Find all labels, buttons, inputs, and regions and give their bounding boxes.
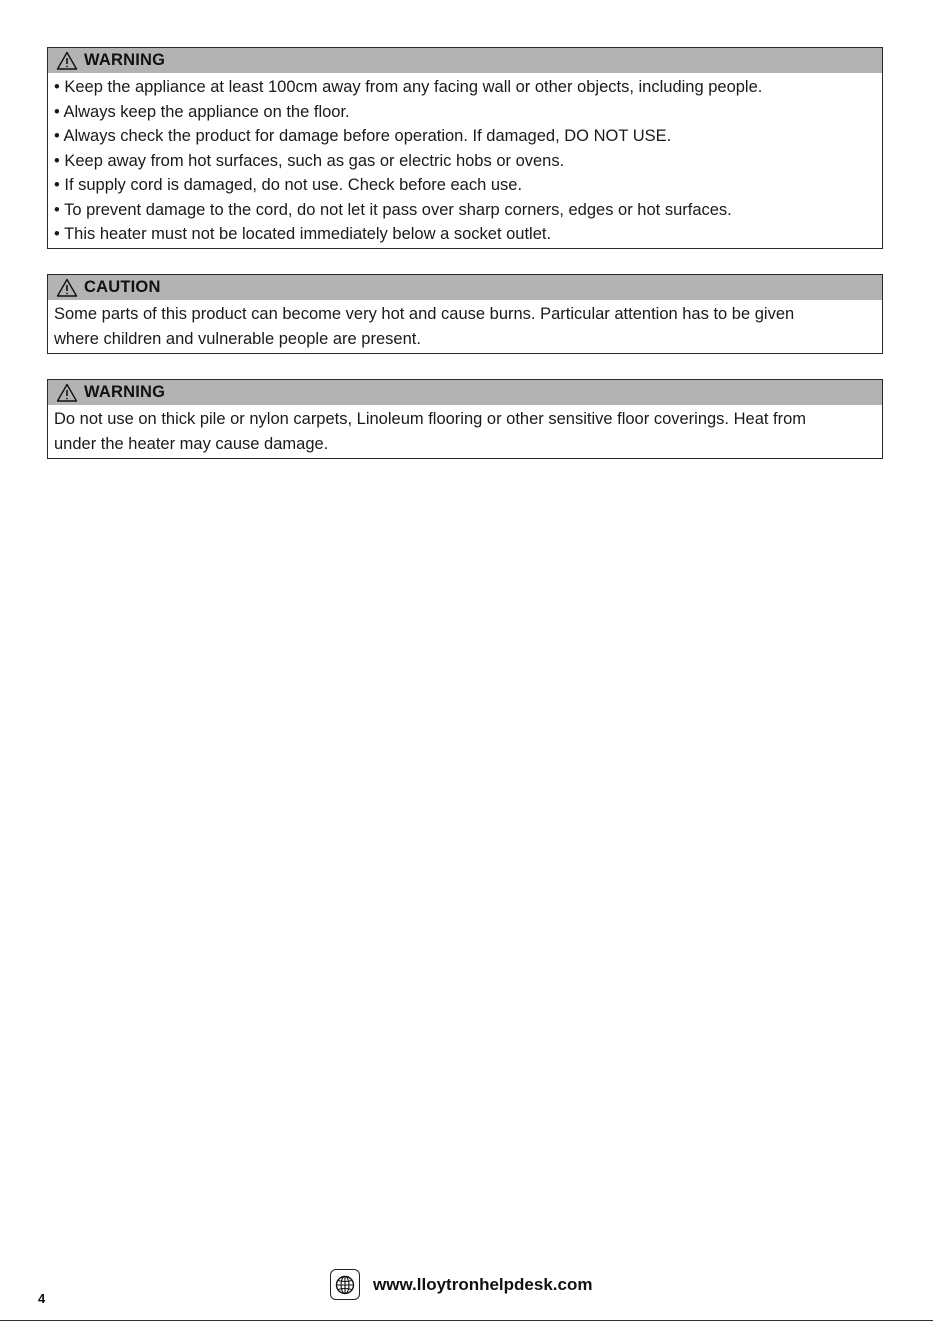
caution-box: [47, 274, 883, 354]
website-url-link[interactable]: www.lloytronhelpdesk.com: [373, 1274, 593, 1294]
bullet-item: • Keep away from hot surfaces, such as gas or electric hobs or ovens.: [54, 151, 565, 170]
notice-header: [48, 48, 882, 73]
bullet-item: • Keep the appliance at least 100cm away from any facing wall or other objects, including people.: [54, 78, 763, 96]
notice-header: [48, 380, 882, 405]
body-line: Some parts of this product can become very hot and cause burns. Particular attention has to be given: [54, 305, 795, 323]
notice-title: WARNING: [84, 51, 166, 69]
notice-header: [48, 275, 882, 300]
bullet-item: • If supply cord is damaged, do not use. Check before each use.: [54, 176, 523, 194]
warning-triangle-icon: [56, 383, 78, 402]
notice-body: [48, 300, 882, 355]
bullet-item: • This heater must not be located immediately below a socket outlet.: [54, 225, 552, 243]
notice-title: CAUTION: [84, 278, 161, 296]
warning-box-flooring: [47, 379, 883, 459]
warning-triangle-icon: [56, 51, 78, 70]
warning-triangle-icon: [56, 278, 78, 297]
page-number: 4: [38, 1291, 46, 1306]
warning-box-general: [47, 47, 883, 249]
footer-website: [330, 1269, 592, 1300]
notice-body: [48, 405, 882, 460]
notice-body: [48, 73, 882, 251]
bullet-item: • Always keep the appliance on the floor.: [54, 102, 350, 121]
bottom-divider: [0, 1320, 933, 1321]
bullet-item: • Always check the product for damage before operation. If damaged, DO NOT USE.: [54, 127, 672, 145]
body-line: under the heater may cause damage.: [54, 434, 329, 453]
bullet-item: • To prevent damage to the cord, do not let it pass over sharp corners, edges or hot surfaces.: [54, 200, 732, 219]
globe-icon: [330, 1269, 360, 1300]
body-line: Do not use on thick pile or nylon carpets, Linoleum flooring or other sensitive floor coverings. Heat from: [54, 410, 807, 428]
notice-title: WARNING: [84, 383, 166, 401]
body-line: where children and vulnerable people are present.: [54, 329, 421, 348]
